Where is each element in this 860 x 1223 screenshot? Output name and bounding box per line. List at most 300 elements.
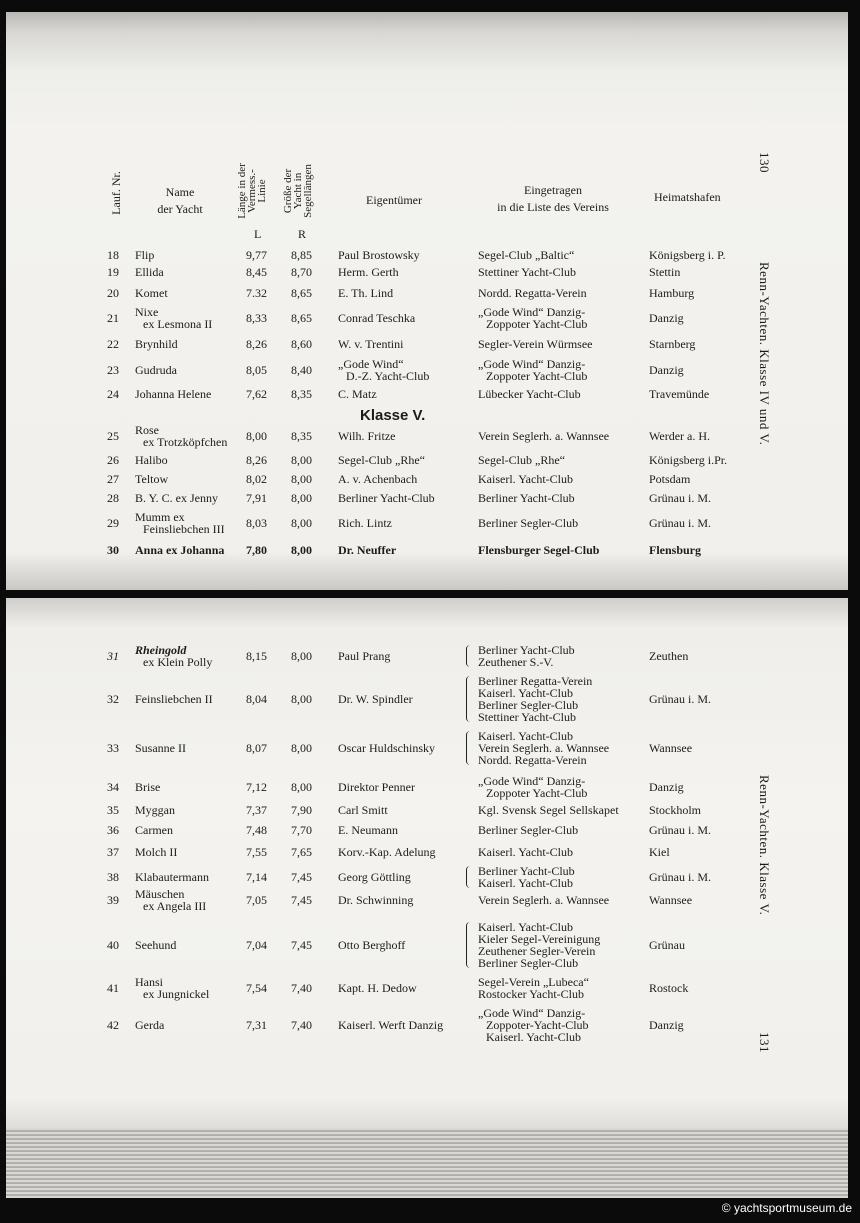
header-name-line: der Yacht — [157, 202, 203, 216]
registered-clubs-line: Kaiserl. Yacht-Club — [478, 472, 573, 486]
yacht-name-line: Klabautermann — [135, 870, 209, 884]
home-port: Grünau — [649, 938, 685, 952]
registered-clubs — [478, 865, 575, 889]
owner-line: A. v. Achenbach — [338, 472, 418, 486]
registered-clubs — [478, 306, 587, 330]
home-port: Werder a. H. — [649, 429, 711, 443]
header-name — [140, 184, 220, 218]
yacht-name — [135, 287, 168, 299]
yacht-name-line: Rose — [135, 423, 159, 437]
registered-clubs-line: Zoppoter Yacht-Club — [486, 317, 588, 331]
size-value: 7,45 — [291, 870, 312, 884]
registered-clubs-line: Kgl. Svensk Segel Sellskapet — [478, 803, 619, 817]
registered-clubs-line: Segel-Verein „Lubeca“ — [478, 975, 589, 989]
yacht-name-line: Halibo — [135, 453, 168, 467]
yacht-name-line: Anna ex Johanna — [135, 543, 225, 557]
registered-clubs-line: Verein Seglerh. a. Wannsee — [478, 429, 610, 443]
size-value: 7,45 — [291, 893, 312, 907]
table-row — [0, 287, 860, 299]
registered-clubs-line: Segel-Club „Baltic“ — [478, 248, 575, 262]
size-value: 8,00 — [291, 472, 312, 486]
row-number: 18 — [107, 248, 119, 262]
registered-clubs — [478, 730, 609, 766]
owner — [338, 454, 425, 466]
registered-clubs-line: Verein Seglerh. a. Wannsee — [478, 893, 610, 907]
owner — [338, 846, 436, 858]
registered-clubs-line: „Gode Wind“ Danzig- — [478, 1006, 586, 1020]
registered-clubs — [478, 804, 619, 816]
owner-line: Otto Berghoff — [338, 938, 406, 952]
table-row — [0, 888, 860, 912]
yacht-name-line: Rheingold — [135, 643, 187, 657]
yacht-name-line: Susanne II — [135, 741, 186, 755]
registered-clubs-line: Kaiserl. Yacht-Club — [478, 845, 573, 859]
yacht-name-line: Seehund — [135, 938, 177, 952]
owner-line: Oscar Huldschinsky — [338, 741, 435, 755]
size-value: 8,35 — [291, 387, 312, 401]
yacht-name — [135, 249, 154, 261]
yacht-name-line: Carmen — [135, 823, 173, 837]
table-row — [0, 865, 860, 889]
registered-clubs-line: Kaiserl. Yacht-Club — [478, 729, 573, 743]
owner-line: Kapt. H. Dedow — [338, 981, 417, 995]
size-value: 8,60 — [291, 337, 312, 351]
row-number: 21 — [107, 311, 119, 325]
owner — [338, 650, 390, 662]
yacht-name — [135, 742, 186, 754]
row-number: 34 — [107, 780, 119, 794]
home-port: Rostock — [649, 981, 689, 995]
size-value: 8,00 — [291, 692, 312, 706]
owner — [338, 338, 403, 350]
row-number: 28 — [107, 491, 119, 505]
owner-line: Berliner Yacht-Club — [338, 491, 435, 505]
header-length-line: Vermess.- — [246, 169, 258, 213]
home-port: Hamburg — [649, 286, 695, 300]
size-value: 8,00 — [291, 741, 312, 755]
registered-clubs-line: Berliner Segler-Club — [478, 698, 579, 712]
registered-clubs-line: Segler-Verein Würmsee — [478, 337, 593, 351]
owner — [338, 982, 417, 994]
size-value: 8,00 — [291, 491, 312, 505]
registered-clubs — [478, 388, 581, 400]
page-number-130: 130 — [757, 152, 772, 173]
registered-clubs — [478, 824, 578, 836]
owner-line: Georg Göttling — [338, 870, 411, 884]
yacht-name — [135, 871, 209, 883]
yacht-name — [135, 388, 211, 400]
length-value: 8,02 — [246, 472, 267, 486]
owner-line: „Gode Wind“ — [338, 357, 404, 371]
row-number: 35 — [107, 803, 119, 817]
registered-clubs — [478, 430, 609, 442]
table-row — [0, 846, 860, 858]
home-port: Danzig — [649, 363, 684, 377]
length-value: 7,31 — [246, 1018, 267, 1032]
row-number: 22 — [107, 337, 119, 351]
owner — [338, 358, 429, 382]
registered-clubs-line: Kaiserl. Yacht-Club — [478, 686, 573, 700]
home-port: Danzig — [649, 311, 684, 325]
yacht-name-line: Komet — [135, 286, 168, 300]
length-value: 8,26 — [246, 453, 267, 467]
table-row — [0, 492, 860, 504]
brace-icon — [466, 922, 472, 968]
length-value: 7,62 — [246, 387, 267, 401]
owner — [338, 693, 413, 705]
registered-clubs-line: Flensburger Segel-Club — [478, 543, 600, 557]
registered-clubs-line: Kaiserl. Yacht-Club — [478, 876, 573, 890]
row-number: 41 — [107, 981, 119, 995]
table-row — [0, 675, 860, 723]
row-number: 37 — [107, 845, 119, 859]
yacht-name — [135, 306, 212, 330]
table-row — [0, 804, 860, 816]
home-port: Potsdam — [649, 472, 691, 486]
registered-clubs-line: Kieler Segel-Vereinigung — [478, 932, 601, 946]
brace-icon — [466, 731, 472, 765]
registered-clubs-line: Kaiserl. Yacht-Club — [486, 1030, 581, 1044]
home-port: Kiel — [649, 845, 670, 859]
table-row — [0, 473, 860, 485]
yacht-name-line: Molch II — [135, 845, 178, 859]
owner — [338, 742, 435, 754]
registered-clubs — [478, 976, 589, 1000]
size-value: 8,00 — [291, 543, 312, 557]
registered-clubs — [478, 287, 587, 299]
header-name-line: Name — [165, 185, 195, 199]
owner — [338, 1019, 443, 1031]
row-number: 29 — [107, 516, 119, 530]
size-value: 7,40 — [291, 1018, 312, 1032]
registered-clubs — [478, 338, 593, 350]
registered-clubs — [478, 846, 573, 858]
yacht-name — [135, 544, 224, 556]
size-value: 7,90 — [291, 803, 312, 817]
header-length-symbol: L — [254, 227, 262, 241]
owner-line: Paul Prang — [338, 649, 391, 663]
owner-line: Paul Brostowsky — [338, 248, 420, 262]
registered-clubs-line: Rostocker Yacht-Club — [478, 987, 584, 1001]
home-port: Starnberg — [649, 337, 696, 351]
owner — [338, 249, 420, 261]
yacht-name-line: Feinsliebchen II — [135, 692, 213, 706]
length-value: 8,04 — [246, 692, 267, 706]
owner — [338, 544, 396, 556]
header-size — [283, 155, 313, 227]
page-number-131: 131 — [757, 1032, 772, 1053]
row-number: 40 — [107, 938, 119, 952]
header-length — [237, 155, 267, 227]
owner-line: W. v. Trentini — [338, 337, 404, 351]
home-port: Wannsee — [649, 893, 693, 907]
registered-clubs-line: Zoppoter Yacht-Club — [486, 786, 588, 800]
registered-clubs — [478, 544, 599, 556]
row-number: 33 — [107, 741, 119, 755]
owner — [338, 824, 398, 836]
yacht-name — [135, 454, 168, 466]
yacht-name — [135, 338, 178, 350]
registered-clubs — [478, 358, 587, 382]
size-value: 7,40 — [291, 981, 312, 995]
owner-line: Wilh. Fritze — [338, 429, 396, 443]
length-value: 8,15 — [246, 649, 267, 663]
home-port: Königsberg i.Pr. — [649, 453, 728, 467]
owner — [338, 781, 415, 793]
registered-clubs-line: Zoppoter-Yacht-Club — [486, 1018, 589, 1032]
length-value: 7,14 — [246, 870, 267, 884]
table-row — [0, 976, 860, 1000]
yacht-name-line: Myggan — [135, 803, 175, 817]
length-value: 8,07 — [246, 741, 267, 755]
row-number: 42 — [107, 1018, 119, 1032]
home-port: Danzig — [649, 780, 684, 794]
length-value: 8,26 — [246, 337, 267, 351]
registered-clubs-line: Zeuthener Segler-Verein — [478, 944, 596, 958]
owner — [338, 894, 413, 906]
length-value: 7,12 — [246, 780, 267, 794]
registered-clubs-line: Nordd. Regatta-Verein — [478, 753, 587, 767]
owner-line: E. Neumann — [338, 823, 398, 837]
table-row — [0, 358, 860, 382]
yacht-name-line: B. Y. C. ex Jenny — [135, 491, 219, 505]
length-value: 8,00 — [246, 429, 267, 443]
owner-line: Segel-Club „Rhe“ — [338, 453, 425, 467]
registered-clubs-line: Segel-Club „Rhe“ — [478, 453, 565, 467]
registered-clubs-line: Nordd. Regatta-Verein — [478, 286, 587, 300]
yacht-name-line: Gerda — [135, 1018, 165, 1032]
row-number: 24 — [107, 387, 119, 401]
brace-icon — [466, 676, 472, 722]
length-value: 7,37 — [246, 803, 267, 817]
size-value: 8,00 — [291, 516, 312, 530]
running-head-bottom: Renn-Yachten. Klasse V. — [757, 775, 772, 916]
size-value: 8,65 — [291, 311, 312, 325]
size-value: 8,40 — [291, 363, 312, 377]
registered-clubs-line: Berliner Yacht-Club — [478, 643, 575, 657]
owner — [338, 312, 415, 324]
yacht-name — [135, 1019, 164, 1031]
yacht-name-line: Hansi — [135, 975, 163, 989]
registered-clubs-line: Stettiner Yacht-Club — [478, 265, 576, 279]
owner — [338, 517, 392, 529]
length-value: 9,77 — [246, 248, 267, 262]
yacht-name-line: Teltow — [135, 472, 169, 486]
yacht-name — [135, 364, 177, 376]
size-value: 8,00 — [291, 649, 312, 663]
owner-line: Carl Smitt — [338, 803, 388, 817]
size-value: 7,70 — [291, 823, 312, 837]
length-value: 8,03 — [246, 516, 267, 530]
home-port: Zeuthen — [649, 649, 689, 663]
owner — [338, 266, 399, 278]
registered-clubs — [478, 675, 592, 723]
home-port: Grünau i. M. — [649, 491, 711, 505]
owner — [338, 287, 393, 299]
table-row — [0, 454, 860, 466]
yacht-name-line: ex Klein Polly — [143, 655, 213, 669]
length-value: 8,33 — [246, 311, 267, 325]
owner-line: Direktor Penner — [338, 780, 415, 794]
header-length-line: Linie — [256, 179, 268, 203]
registered-clubs-line: Zoppoter Yacht-Club — [486, 369, 588, 383]
row-number: 27 — [107, 472, 119, 486]
yacht-name — [135, 473, 168, 485]
registered-clubs-line: Berliner Yacht-Club — [478, 864, 575, 878]
home-port: Grünau i. M. — [649, 823, 711, 837]
header-size-line: Segellängen — [302, 164, 314, 218]
yacht-name — [135, 804, 175, 816]
yacht-name-line: Mumm ex — [135, 510, 185, 524]
yacht-name — [135, 511, 225, 535]
owner-line: Conrad Teschka — [338, 311, 416, 325]
length-value: 7.32 — [246, 286, 267, 300]
size-value: 8,70 — [291, 265, 312, 279]
home-port: Königsberg i. P. — [649, 248, 726, 262]
yacht-name — [135, 644, 212, 668]
registered-clubs-line: Berliner Yacht-Club — [478, 491, 575, 505]
length-value: 7,48 — [246, 823, 267, 837]
yacht-name — [135, 939, 176, 951]
home-port: Stettin — [649, 265, 681, 279]
table-row — [0, 775, 860, 799]
length-value: 7,05 — [246, 893, 267, 907]
row-number: 25 — [107, 429, 119, 443]
table-row — [0, 388, 860, 400]
registered-clubs — [478, 492, 575, 504]
size-value: 7,45 — [291, 938, 312, 952]
registered-clubs — [478, 454, 565, 466]
size-value: 8,00 — [291, 780, 312, 794]
owner-line: Dr. Schwinning — [338, 893, 414, 907]
yacht-name-line: Mäuschen — [135, 887, 185, 901]
header-club — [478, 182, 628, 216]
owner-line: Korv.-Kap. Adelung — [338, 845, 436, 859]
yacht-name — [135, 976, 209, 1000]
yacht-name-line: Johanna Helene — [135, 387, 212, 401]
registered-clubs-line: „Gode Wind“ Danzig- — [478, 357, 586, 371]
section-heading: Klasse V. — [360, 407, 426, 424]
registered-clubs — [478, 473, 573, 485]
length-value: 7,54 — [246, 981, 267, 995]
table-row — [0, 424, 860, 448]
row-number: 30 — [107, 543, 119, 557]
row-number: 38 — [107, 870, 119, 884]
owner-line: Dr. Neuffer — [338, 543, 397, 557]
yacht-name-line: Ellida — [135, 265, 164, 279]
yacht-name — [135, 888, 206, 912]
registered-clubs-line: Berliner Regatta-Verein — [478, 674, 593, 688]
registered-clubs-line: „Gode Wind“ Danzig- — [478, 774, 586, 788]
watermark: © yachtsportmuseum.de — [721, 1201, 852, 1215]
home-port: Travemünde — [649, 387, 710, 401]
owner-line: Herm. Gerth — [338, 265, 399, 279]
owner — [338, 939, 405, 951]
yacht-name-line: ex Jungnickel — [143, 987, 210, 1001]
registered-clubs-line: Verein Seglerh. a. Wannsee — [478, 741, 610, 755]
length-value: 8,05 — [246, 363, 267, 377]
brace-icon — [466, 866, 472, 888]
row-number: 32 — [107, 692, 119, 706]
registered-clubs — [478, 249, 574, 261]
row-number: 20 — [107, 286, 119, 300]
size-value: 8,00 — [291, 453, 312, 467]
registered-clubs — [478, 266, 576, 278]
table-row — [0, 338, 860, 350]
home-port: Grünau i. M. — [649, 692, 711, 706]
registered-clubs — [478, 644, 575, 668]
row-number: 36 — [107, 823, 119, 837]
table-row — [0, 824, 860, 836]
size-value: 8,65 — [291, 286, 312, 300]
table-row — [0, 730, 860, 766]
row-number: 39 — [107, 893, 119, 907]
registered-clubs-line: Stettiner Yacht-Club — [478, 710, 576, 724]
home-port: Flensburg — [649, 543, 702, 557]
row-number: 23 — [107, 363, 119, 377]
home-port: Stockholm — [649, 803, 702, 817]
page-edges-bottom — [6, 1128, 848, 1198]
owner-line: C. Matz — [338, 387, 377, 401]
yacht-name-line: Flip — [135, 248, 155, 262]
owner — [338, 473, 417, 485]
yacht-name — [135, 492, 218, 504]
yacht-name-line: Gudruda — [135, 363, 177, 377]
table-row — [0, 544, 860, 556]
table-row — [0, 266, 860, 278]
owner-line: D.-Z. Yacht-Club — [346, 369, 430, 383]
home-port: Danzig — [649, 1018, 684, 1032]
yacht-name-line: Nixe — [135, 305, 159, 319]
row-number: 26 — [107, 453, 119, 467]
header-size-line: Größe der — [282, 168, 294, 214]
length-value: 7,80 — [246, 543, 267, 557]
yacht-name — [135, 781, 160, 793]
table-row — [0, 306, 860, 330]
registered-clubs — [478, 775, 587, 799]
size-value: 8,85 — [291, 248, 312, 262]
yacht-name — [135, 266, 164, 278]
yacht-name — [135, 424, 227, 448]
home-port: Wannsee — [649, 741, 693, 755]
registered-clubs-line: „Gode Wind“ Danzig- — [478, 305, 586, 319]
header-size-symbol: R — [298, 227, 307, 241]
table-row — [0, 511, 860, 535]
owner — [338, 804, 388, 816]
registered-clubs-line: Berliner Segler-Club — [478, 956, 579, 970]
yacht-name — [135, 693, 213, 705]
header-club-line: Eingetragen — [524, 183, 582, 197]
owner — [338, 388, 377, 400]
yacht-name-line: Brynhild — [135, 337, 178, 351]
owner — [338, 430, 396, 442]
header-owner: Eigentümer — [366, 193, 422, 207]
registered-clubs-line: Lübecker Yacht-Club — [478, 387, 581, 401]
registered-clubs — [478, 921, 600, 969]
header-size-line: Yacht in — [292, 172, 304, 210]
table-row — [0, 249, 860, 261]
running-head-top: Renn-Yachten. Klasse IV und V. — [757, 262, 772, 446]
registered-clubs-line: Berliner Segler-Club — [478, 516, 579, 530]
header-club-line: in die Liste des Vereins — [497, 200, 609, 214]
owner-line: Kaiserl. Werft Danzig — [338, 1018, 444, 1032]
row-number: 19 — [107, 265, 119, 279]
yacht-name-line: Brise — [135, 780, 161, 794]
yacht-name-line: ex Trotzköpfchen — [143, 435, 228, 449]
size-value: 7,65 — [291, 845, 312, 859]
registered-clubs — [478, 894, 609, 906]
owner-line: E. Th. Lind — [338, 286, 394, 300]
